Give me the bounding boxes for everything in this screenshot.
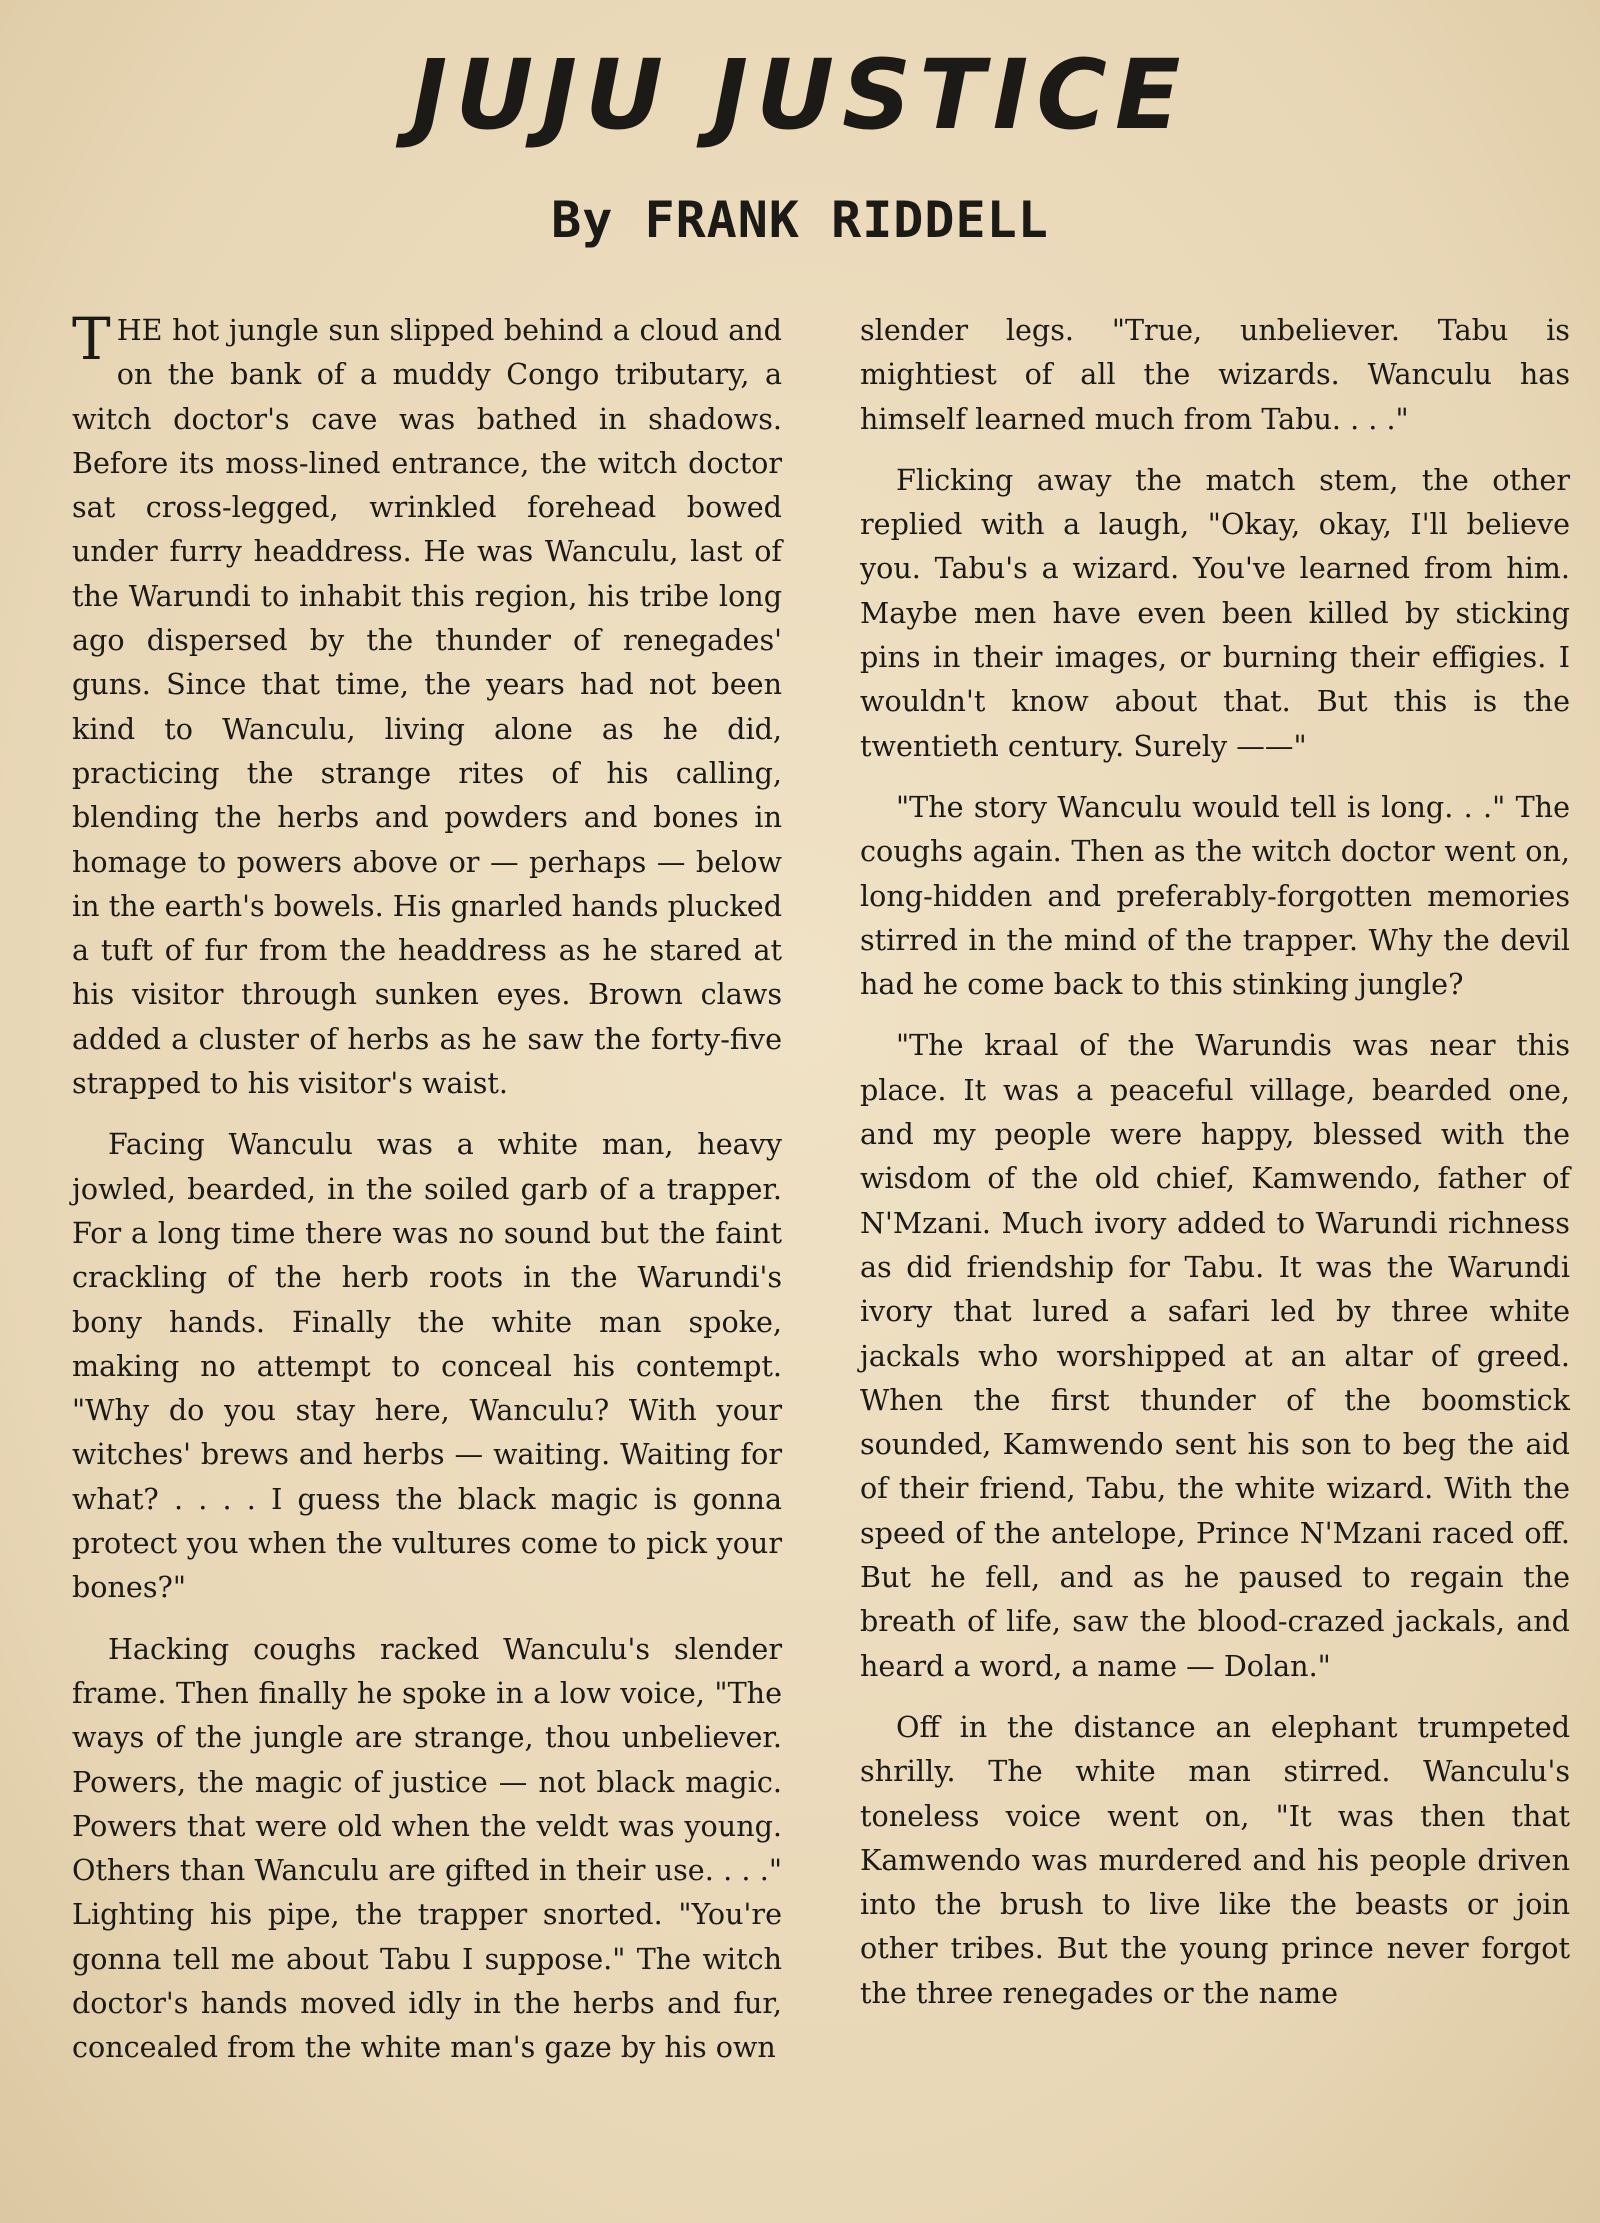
- paragraph-2: Facing Wanculu was a white man, heavy jowled, bearded, in the soiled garb of a trapper. For a long time there was no sound but the faint crackling of the herb roots in the Warundi's bony hands. Finally the white man spoke, making no attempt to conceal his contempt. "Why do you stay here, Wanculu? With your witches' brews and herbs — waiting. Waiting for what? . . . . I guess the black magic is gonna protect you when the vultures come to pick your bones?": [72, 1127, 782, 1605]
- left-column: [72, 305, 782, 2087]
- paragraph-1-text: HE hot jungle sun slipped behind a cloud and on the bank of a muddy Congo tributary, a witch doctor's cave was bathed in shadows. Before its moss-lined entrance, the witch doctor sat cross-legged, wrinkled forehead bowed under furry headdress. He was Wanculu, last of the Warundi to inhabit this region, his tribe long ago dispersed by the thunder of renegades' guns. Since that time, the years had not been kind to Wanculu, living alone as he did, practicing the strange rites of his calling, blending the herbs and powders and bones in homage to powers above or — perhaps — below in the earth's bowels. His gnarled hands plucked a tuft of fur from the headdress as he stared at his visitor through sunken eyes. Brown claws added a cluster of herbs as he saw the forty-five strapped to his visitor's waist.: [72, 313, 782, 1101]
- right-column: [860, 308, 1570, 2032]
- paragraph-8: Off in the distance an elephant trumpeted shrilly. The white man stirred. Wanculu's toneless voice went on, "It was then that Kamwendo was murdered and his people driven into the brush to live like the beasts or join other tribes. But the young prince never forgot the three renegades or the name: [860, 1709, 1570, 2010]
- paragraph-4: slender legs. "True, unbeliever. Tabu is mightiest of all the wizards. Wanculu has himself learned much from Tabu. . . .": [860, 313, 1570, 436]
- paragraph-1: [72, 305, 782, 1105]
- byline: By FRANK RIDDELL: [551, 191, 1049, 249]
- story-title: JUJU JUSTICE: [411, 39, 1189, 151]
- paragraph-7: "The kraal of the Warundis was near this place. It was a peaceful village, bearded one, and my people were happy, blessed with the wisdom of the old chief, Kamwendo, father of N'Mzani. Much ivory added to Warundi richness as did friendship for Tabu. It was the Warundi ivory that lured a safari led by three white jackals who worshipped at an altar of greed. When the first thunder of the boomstick sounded, Kamwendo sent his son to beg the aid of their friend, Tabu, the white wizard. With the speed of the antelope, Prince N'Mzani raced off. But he fell, and as he paused to regain the breath of life, saw the blood-crazed jackals, and heard a word, a name — Dolan.": [860, 1028, 1570, 1683]
- paragraph-5: Flicking away the match stem, the other replied with a laugh, "Okay, okay, I'll believe you. Tabu's a wizard. You've learned from him. Maybe men have even been killed by sticking pins in their images, or burning their effigies. I wouldn't know about that. But this is the twentieth century. Surely ——": [860, 462, 1570, 763]
- paragraph-6: "The story Wanculu would tell is long. . ." The coughs again. Then as the witch doctor went on, long-hidden and preferably-forgotten memories stirred in the mind of the trapper. Why the devil had he come back to this stinking jungle?: [860, 789, 1570, 1002]
- drop-cap: T: [72, 305, 111, 373]
- paragraph-3: Hacking coughs racked Wanculu's slender frame. Then finally he spoke in a low voice, "The ways of the jungle are strange, thou unbeliever. Powers, the magic of justice — not black magic. Powers that were old when the veldt was young. Others than Wanculu are gifted in their use. . . ." Lighting his pipe, the trapper snorted. "You're gonna tell me about Tabu I suppose." The witch doctor's hands moved idly in the herbs and fur, concealed from the white man's gaze by his own: [72, 1631, 782, 2065]
